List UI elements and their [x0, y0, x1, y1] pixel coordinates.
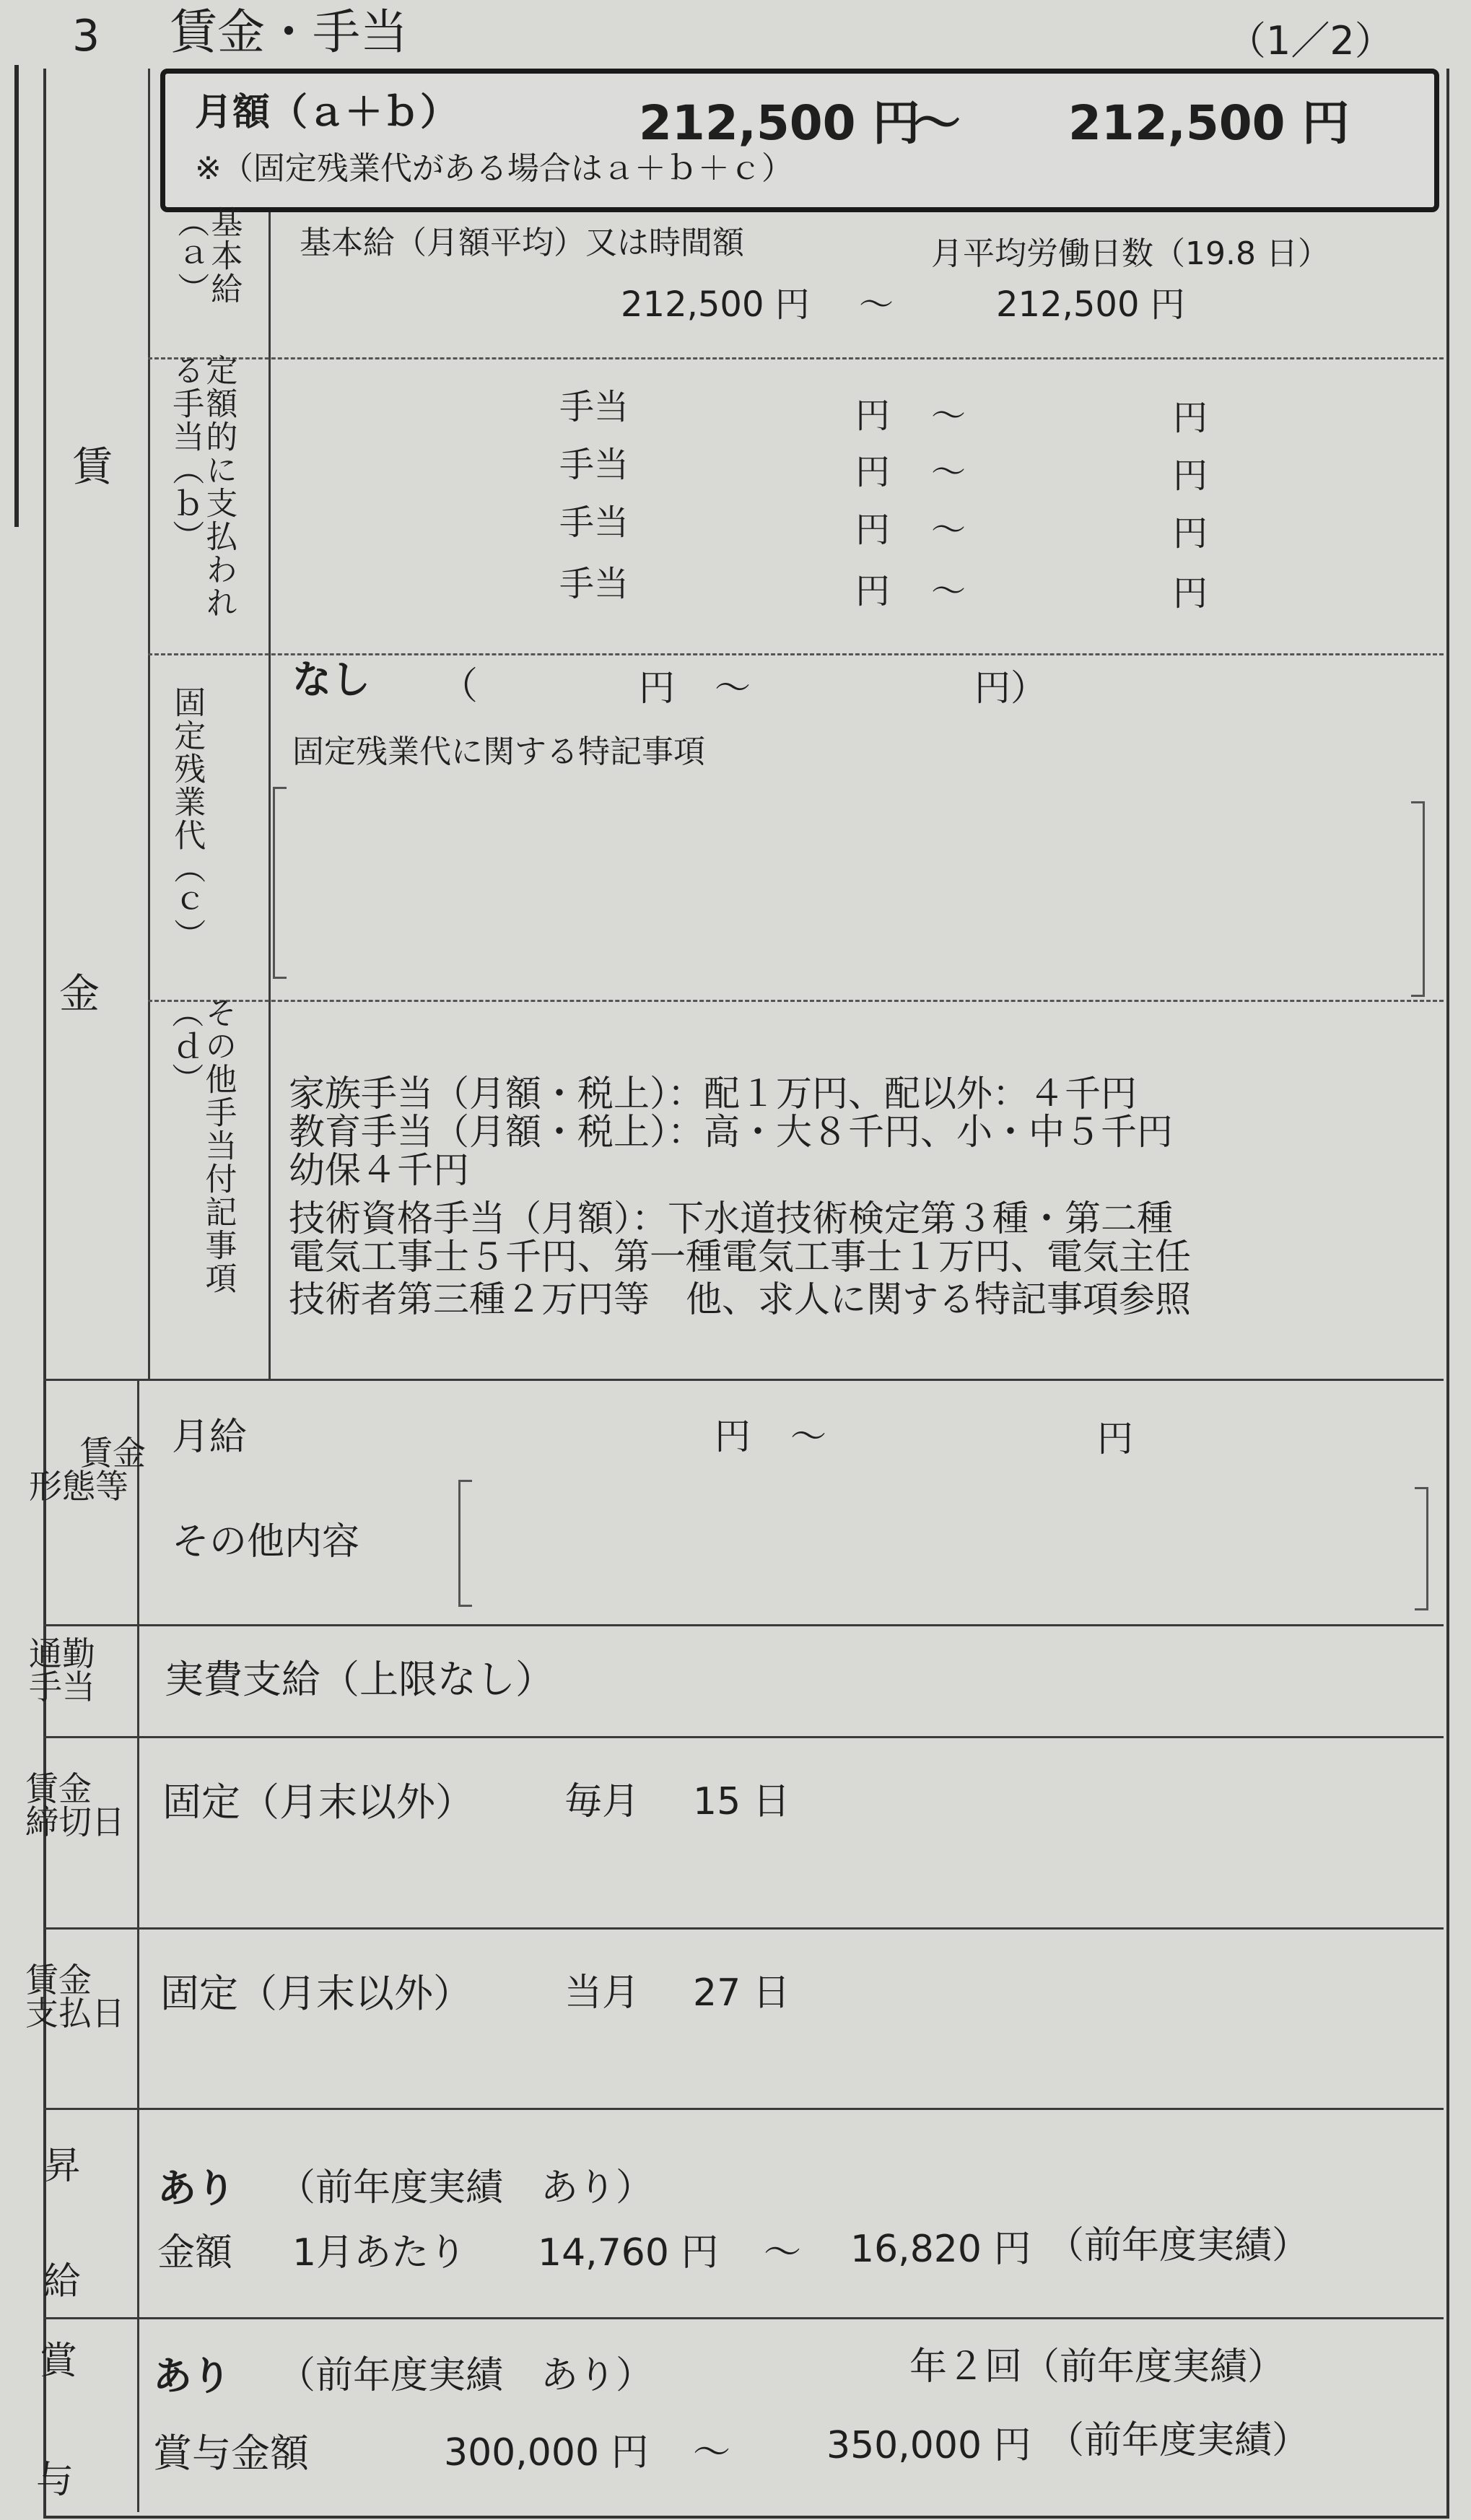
allowance-from: 円	[855, 452, 891, 492]
overtime-note-bracket-left	[273, 787, 287, 979]
fixed-overtime-to: 円）	[974, 667, 1047, 709]
raise-label-1: 昇	[43, 2145, 82, 2188]
raise-value: あり	[157, 2166, 235, 2211]
raise-tilde: ～	[764, 2231, 802, 2275]
divider-closing	[43, 1736, 1444, 1738]
payday-label: 当月	[564, 1971, 640, 2015]
basic-pay-tilde: ～	[859, 284, 894, 325]
divider-commute	[43, 1624, 1444, 1626]
wage-form-tilde: ～	[790, 1416, 826, 1457]
bonus-suffix: （前年度実績）	[1047, 2419, 1310, 2462]
basic-pay-row-label: 基本給（ａ）	[172, 206, 243, 305]
wage-form-label-2: 形態等	[29, 1467, 128, 1506]
closing-row-label	[25, 1769, 125, 1841]
bonus-from: 300,000 円	[444, 2431, 649, 2475]
allowance-to: 円	[1173, 398, 1208, 438]
fixed-overtime-tilde: ～	[715, 667, 751, 709]
sublabel-column-divider	[269, 202, 271, 1379]
wage-form-type: 月給	[172, 1416, 248, 1459]
basic-pay-from: 212,500 円	[621, 284, 810, 325]
fixed-overtime-note-label: 固定残業代に関する特記事項	[292, 733, 705, 770]
working-days-label: 月平均労働日数（19.8 日）	[931, 235, 1330, 272]
raise-suffix: （前年度実績）	[1047, 2224, 1310, 2267]
payday-day: 27 日	[693, 1971, 790, 2015]
fixed-allowance-row-label: 定額的に支払われる手当（ｂ）	[167, 354, 237, 619]
divider-raise	[43, 2108, 1444, 2110]
monthly-total-label: 月額（ａ＋ｂ）	[195, 91, 458, 134]
fixed-overtime-row-label: 固定残業代（ｃ）	[168, 686, 206, 951]
closing-type: 固定（月末以外）	[162, 1779, 474, 1825]
commute-value: 実費支給（上限なし）	[165, 1657, 554, 1702]
other-allowance-line: 電気工事士５千円、第一種電気工事士１万円、電気主任	[289, 1236, 1191, 1278]
page-indicator: （1／2）	[1227, 18, 1394, 64]
payday-label-2: 支払日	[25, 1994, 125, 2033]
allowance-tilde: ～	[931, 452, 966, 492]
other-allowance-line: 家族手当（月額・税上）：配１万円、配以外：４千円	[289, 1073, 1137, 1115]
section-number: 3	[72, 11, 100, 61]
allowance-to: 円	[1173, 573, 1208, 614]
bonus-value: あり	[153, 2353, 231, 2399]
allowance-from: 円	[855, 396, 891, 436]
wage-form-label-1: 賃金	[79, 1434, 146, 1473]
allowance-tilde: ～	[931, 510, 966, 550]
divider-a-b	[148, 357, 1444, 359]
bonus-prev: （前年度実績 あり）	[278, 2354, 654, 2397]
payday-label-1: 賃金	[25, 1961, 92, 2000]
allowance-name: 手当	[559, 387, 629, 427]
divider-bonus	[43, 2317, 1444, 2319]
raise-from: 14,760 円	[538, 2231, 719, 2275]
basic-pay-label: 基本給（月額平均）又は時間額	[300, 224, 744, 261]
raise-prev: （前年度実績 あり）	[278, 2166, 654, 2210]
monthly-total-tilde: ～	[913, 95, 961, 151]
overtime-note-bracket-right	[1411, 801, 1425, 997]
allowance-name: 手当	[559, 502, 629, 543]
wage-form-other-label: その他内容	[172, 1520, 360, 1564]
raise-to: 16,820 円	[850, 2228, 1031, 2271]
fixed-overtime-open: （	[440, 665, 479, 708]
divider-wage-form	[43, 1379, 1444, 1381]
monthly-total-note: ※（固定残業代がある場合はａ＋ｂ＋ｃ）	[195, 150, 793, 187]
bonus-times: 年２回（前年度実績）	[909, 2345, 1286, 2389]
closing-day: 15 日	[693, 1780, 790, 1823]
bonus-label-2: 与	[36, 2459, 74, 2502]
other-allowance-line: 技術資格手当（月額）：下水道技術検定第３種・第二種	[289, 1198, 1173, 1239]
wage-form-bracket-right	[1415, 1487, 1428, 1610]
other-allowance-line: 技術者第三種２万円等 他、求人に関する特記事項参照	[289, 1278, 1191, 1320]
bonus-label-1: 賞	[40, 2340, 78, 2383]
raise-label-2: 給	[43, 2260, 82, 2303]
divider-payday	[43, 1927, 1444, 1930]
payday-row-label	[25, 1961, 125, 2033]
lower-label-divider	[137, 1379, 139, 2512]
monthly-total-to: 212,500 円	[1068, 95, 1350, 151]
raise-per: 1月あたり	[292, 2231, 467, 2275]
divider-b-c	[148, 653, 1444, 655]
closing-label-2: 締切日	[25, 1802, 125, 1841]
closing-label-1: 賃金	[25, 1769, 92, 1808]
closing-label: 毎月	[564, 1780, 640, 1823]
divider-c-d	[148, 1000, 1444, 1002]
page-spine	[0, 65, 19, 527]
wage-form-to: 円	[1097, 1418, 1133, 1460]
allowance-to: 円	[1173, 513, 1208, 554]
other-allowance-line: 教育手当（月額・税上）：高・大８千円、小・中５千円	[289, 1111, 1173, 1153]
allowance-name: 手当	[559, 445, 629, 485]
commute-label-1: 通勤	[29, 1634, 95, 1673]
allowance-from: 円	[855, 510, 891, 550]
other-allowance-row-label: その他手当付記事項（ｄ）	[166, 996, 237, 1295]
commute-label-2: 手当	[29, 1667, 95, 1706]
fixed-overtime-from: 円	[639, 667, 675, 709]
wage-form-bracket-left	[458, 1480, 472, 1607]
fixed-overtime-value: なし	[292, 657, 370, 702]
commute-row-label	[29, 1634, 95, 1706]
bonus-amount-label: 賞与金額	[153, 2430, 309, 2476]
allowance-to: 円	[1173, 455, 1208, 496]
allowance-tilde: ～	[931, 396, 966, 436]
allowance-from: 円	[855, 571, 891, 611]
bonus-to: 350,000 円	[826, 2424, 1031, 2467]
allowance-name: 手当	[559, 564, 629, 604]
wage-label-2: 金	[59, 971, 100, 1018]
basic-pay-to: 212,500 円	[996, 284, 1185, 325]
other-allowance-line: 幼保４千円	[289, 1149, 469, 1191]
allowance-tilde: ～	[931, 571, 966, 611]
raise-amount-label: 金額	[157, 2231, 233, 2275]
section-title: 賃金・手当	[170, 4, 408, 60]
payday-type: 固定（月末以外）	[160, 1971, 472, 2016]
monthly-total-from: 212,500 円	[639, 95, 920, 151]
label-column-divider	[148, 69, 150, 1379]
bonus-tilde: ～	[693, 2431, 731, 2475]
wage-form-row-label	[29, 1434, 146, 1506]
wage-form-from: 円	[715, 1416, 751, 1457]
wage-label-1: 賃	[72, 444, 113, 491]
